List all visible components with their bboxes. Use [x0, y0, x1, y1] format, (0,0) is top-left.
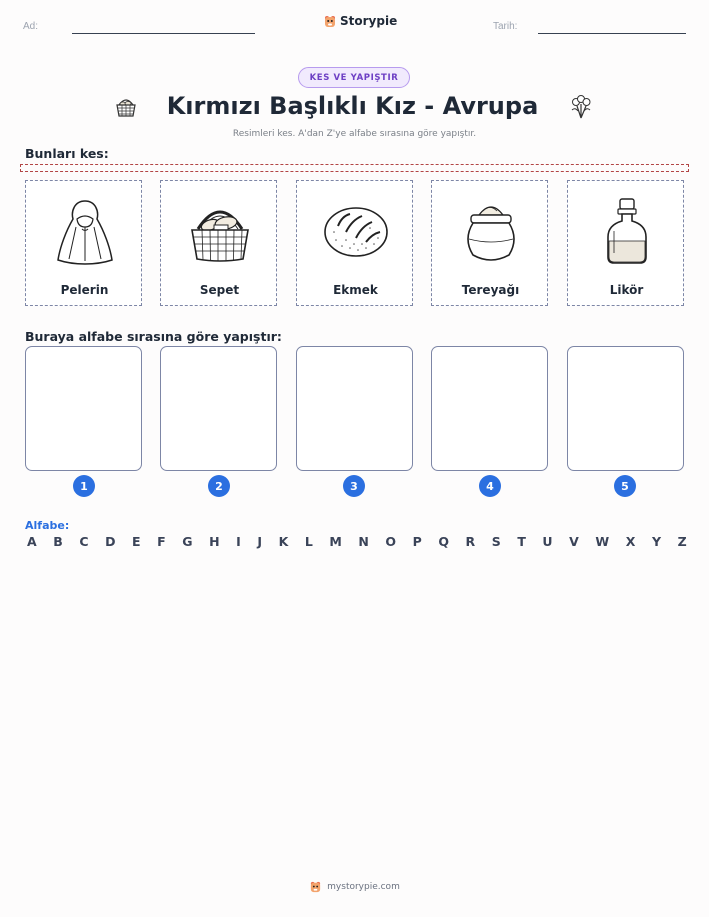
- alphabet-letter: X: [625, 534, 636, 549]
- alphabet-letter: A: [27, 534, 37, 549]
- alphabet-letter: F: [157, 534, 166, 549]
- cloak-icon: [54, 197, 116, 267]
- alphabet-letter: L: [304, 534, 313, 549]
- date-line: [538, 33, 686, 34]
- cut-card-sepet[interactable]: [160, 180, 277, 306]
- bread-icon: [322, 204, 390, 260]
- butter-pot-icon: [461, 199, 521, 265]
- alphabet-letter: M: [329, 534, 342, 549]
- alphabet-letter: D: [105, 534, 116, 549]
- card-label: Sepet: [199, 283, 240, 297]
- card-label: Ekmek: [333, 283, 378, 297]
- alphabet-letter: E: [132, 534, 141, 549]
- card-label: Pelerin: [60, 283, 109, 297]
- page-title: [0, 92, 709, 120]
- alphabet-letter: T: [517, 534, 526, 549]
- alphabet-letter: Q: [438, 534, 449, 549]
- slot-number-3: 3: [343, 475, 365, 497]
- paste-slot-3[interactable]: [296, 346, 413, 471]
- slot-number-5: 5: [614, 475, 636, 497]
- storypie-mascot-icon: [323, 14, 337, 28]
- alphabet-letter: P: [412, 534, 422, 549]
- cut-line: [20, 164, 689, 172]
- paste-slot-5[interactable]: [567, 346, 684, 471]
- activity-badge: KES VE YAPIŞTIR: [298, 67, 410, 88]
- card-label: Tereyağı: [461, 283, 520, 297]
- cut-card-ekmek[interactable]: [296, 180, 413, 306]
- paste-slot-1[interactable]: [25, 346, 142, 471]
- alphabet-letter: K: [278, 534, 289, 549]
- alphabet-letter: W: [595, 534, 610, 549]
- alphabet-row: [27, 534, 687, 549]
- alphabet-letter: C: [79, 534, 89, 549]
- paste-heading: Buraya alfabe sırasına göre yapıştır:: [25, 329, 282, 344]
- alphabet-letter: B: [53, 534, 63, 549]
- slot-number-4: 4: [479, 475, 501, 497]
- date-label: Tarih:: [493, 21, 518, 32]
- slot-number-1: 1: [73, 475, 95, 497]
- alphabet-letter: N: [358, 534, 369, 549]
- storypie-mascot-icon: [309, 880, 322, 893]
- basket-icon: [188, 199, 252, 265]
- paste-slot-2[interactable]: [160, 346, 277, 471]
- alphabet-letter: S: [491, 534, 501, 549]
- brand-name: Storypie: [340, 14, 398, 28]
- alphabet-letter: J: [257, 534, 262, 549]
- brand-logo: [323, 14, 397, 28]
- alphabet-letter: O: [385, 534, 397, 549]
- flowers-icon: [566, 92, 596, 120]
- footer-url[interactable]: mystorypie.com: [327, 881, 400, 892]
- cut-card-pelerin[interactable]: [25, 180, 142, 306]
- name-line: [72, 33, 255, 34]
- alphabet-letter: V: [569, 534, 579, 549]
- alphabet-letter: U: [542, 534, 553, 549]
- card-label: Likör: [609, 283, 644, 297]
- instructions: Resimleri kes. A'dan Z'ye alfabe sırasına göre yapıştır.: [232, 129, 477, 139]
- cut-card-tereyagi[interactable]: [431, 180, 548, 306]
- footer: [0, 880, 709, 893]
- alphabet-letter: Z: [677, 534, 687, 549]
- alphabet-letter: H: [209, 534, 220, 549]
- alphabet-label: Alfabe:: [25, 519, 70, 532]
- alphabet-letter: G: [182, 534, 193, 549]
- alphabet-letter: R: [465, 534, 476, 549]
- alphabet-letter: Y: [651, 534, 661, 549]
- liqueur-bottle-icon: [602, 197, 652, 267]
- paste-slot-4[interactable]: [431, 346, 548, 471]
- name-label: Ad:: [23, 21, 39, 32]
- alphabet-letter: I: [236, 534, 241, 549]
- cut-heading: Bunları kes:: [25, 146, 109, 161]
- basket-icon: [113, 93, 139, 119]
- title-text: Kırmızı Başlıklı Kız - Avrupa: [166, 92, 539, 120]
- cut-card-likor[interactable]: [567, 180, 684, 306]
- slot-number-2: 2: [208, 475, 230, 497]
